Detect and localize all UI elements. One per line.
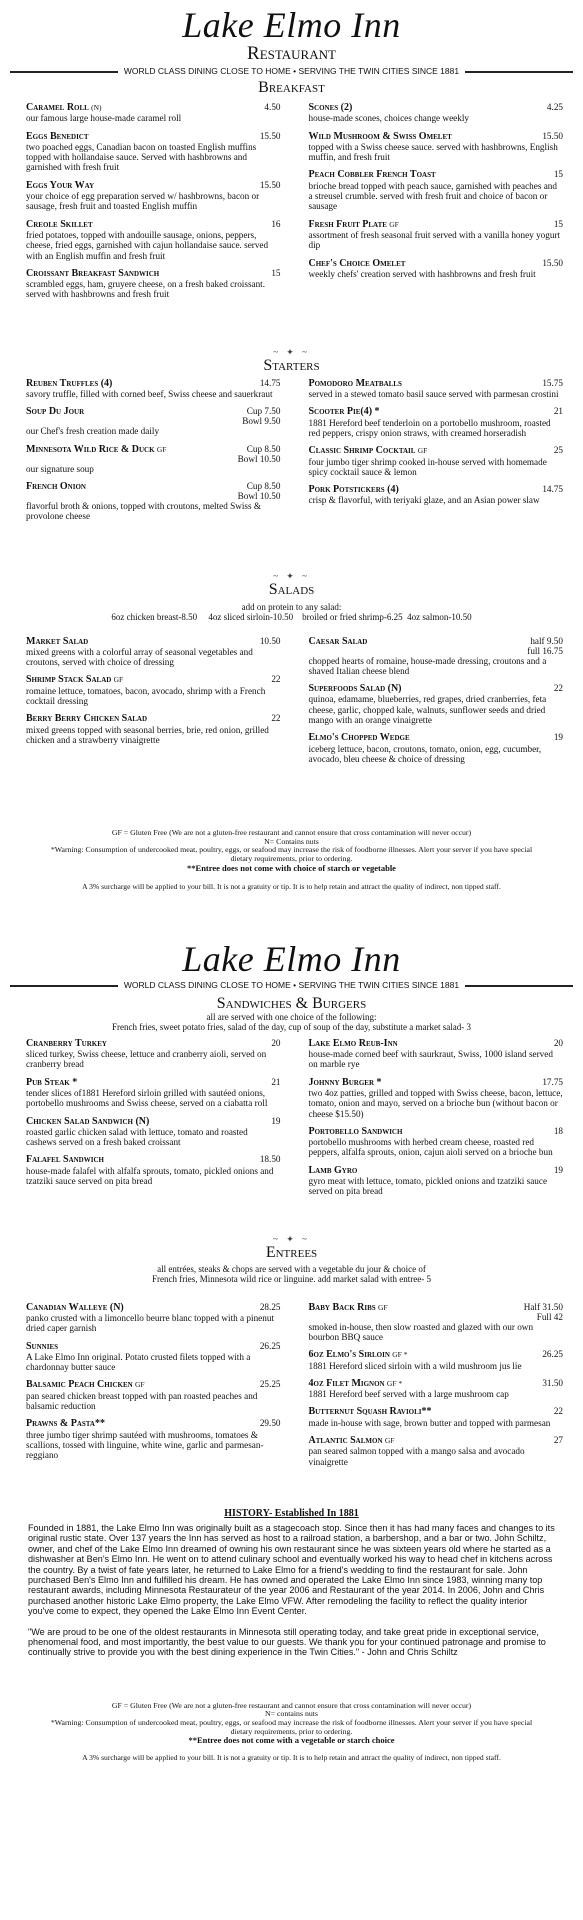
item-tag: (N) bbox=[91, 103, 102, 112]
section-title-sandwiches: Sandwiches & Burgers bbox=[216, 994, 367, 1012]
item-tag: GF * bbox=[386, 1378, 403, 1388]
item-price: 15.50 bbox=[542, 257, 563, 268]
item-price: 19 bbox=[271, 1115, 281, 1126]
item-name: Creole Skillet bbox=[26, 218, 93, 230]
item-name: 4oz Filet Mignon bbox=[308, 1377, 385, 1389]
menu-item bbox=[309, 1349, 564, 1371]
entrees-columns bbox=[0, 1302, 583, 1474]
menu-item bbox=[26, 1038, 281, 1070]
menu-item bbox=[309, 683, 564, 725]
item-name: Falafel Sandwich bbox=[26, 1154, 104, 1166]
tagline-bar bbox=[10, 65, 573, 77]
menu-item bbox=[26, 1077, 281, 1109]
salad-protein-note-2: 6oz chicken breast-8.50 4oz sliced sirloin-10.50 broiled or fried shrimp-6.25 4oz salmon-10.50 bbox=[111, 611, 472, 622]
item-price: 18.50 bbox=[259, 1154, 281, 1165]
salads-columns bbox=[0, 636, 583, 772]
item-name: Balsamic Peach Chicken bbox=[26, 1379, 133, 1391]
item-tag: GF bbox=[156, 444, 167, 454]
item-price: 22 bbox=[553, 1406, 563, 1417]
menu-item bbox=[26, 444, 281, 474]
entree-note: **Entree does not come with choice of starch or vegetable bbox=[187, 862, 396, 873]
item-description: A Lake Elmo Inn original. Potato crusted filets topped with a chardonnay butter sauce bbox=[26, 1351, 251, 1373]
starters-right bbox=[295, 378, 564, 529]
item-description: topped with a Swiss cheese sauce. served with hashbrowns, English muffin, and fresh fruit bbox=[308, 141, 558, 163]
item-name: Pub Steak * bbox=[26, 1076, 78, 1088]
item-price: 15 bbox=[553, 218, 563, 229]
ornament-divider: ~ ✦ ~ bbox=[273, 570, 310, 581]
item-tag: GF * bbox=[392, 1350, 408, 1360]
item-description: portobello mushrooms with herbed cream cheese, roasted red peppers, alfalfa sprouts, onion, cajun aioli served on a brioche bun bbox=[308, 1137, 553, 1158]
menu-item bbox=[26, 378, 281, 400]
item-name: Scones (2) bbox=[308, 102, 353, 113]
item-name: Classic Shrimp Cocktail bbox=[308, 445, 416, 457]
item-price: Bowl 9.50 bbox=[242, 416, 281, 427]
item-description: weekly chefs' creation served with hashbrowns and fresh fruit bbox=[308, 268, 536, 279]
item-description: house-made scones, choices change weekly bbox=[308, 113, 469, 124]
menu-item bbox=[309, 406, 564, 438]
menu-item bbox=[26, 713, 281, 745]
sandwiches-left bbox=[26, 1038, 295, 1204]
item-price: 15.50 bbox=[259, 179, 281, 190]
item-name: Chef's Choice Omelet bbox=[308, 257, 406, 269]
nuts-note: N= Contains nuts bbox=[264, 836, 319, 846]
item-description: tender slices of1881 Hereford sirloin grilled with sautéed onions, portobello mushrooms and Swiss cheese, served on a ciabatta roll bbox=[26, 1087, 268, 1109]
item-description: brioche bread topped with peach sauce, garnished with peaches and a streusel crumble. served with fresh fruit and choice of bacon or sausage bbox=[308, 180, 557, 212]
salads-right bbox=[295, 636, 564, 772]
surcharge-note: A 3% surcharge will be applied to your bill. It is not a gratuity or tip. It is to help retain and attract the quality of indirect, non tipped staff. bbox=[82, 882, 501, 892]
entrees-left bbox=[26, 1302, 295, 1474]
entree-note-2: French fries, Minnesota wild rice or linguine. add market salad with entree- 5 bbox=[152, 1273, 431, 1284]
item-price: 21 bbox=[271, 1076, 281, 1087]
item-price: 15.50 bbox=[259, 130, 281, 141]
menu-item bbox=[309, 445, 564, 477]
sandwiches-columns bbox=[0, 1038, 583, 1204]
menu-item bbox=[26, 219, 281, 261]
item-name: Eggs Your Way bbox=[26, 179, 95, 191]
item-price: 26.25 bbox=[542, 1349, 563, 1360]
item-price: 15 bbox=[553, 169, 563, 180]
item-price: 21 bbox=[553, 406, 563, 417]
item-price: 4.25 bbox=[546, 102, 563, 112]
item-description: pan seared salmon topped with a mango salsa and avocado vinaigrette bbox=[308, 1446, 525, 1467]
sandwiches-right bbox=[295, 1038, 564, 1204]
section-title-salads: Salads bbox=[268, 580, 315, 598]
item-tag: GF bbox=[417, 446, 428, 456]
item-description: our signature soup bbox=[26, 463, 94, 474]
item-description: flavorful broth & onions, topped with croutons, melted Swiss & provolone cheese bbox=[26, 500, 262, 522]
item-name: Caesar Salad bbox=[308, 635, 368, 647]
entrees-right bbox=[295, 1302, 564, 1474]
item-name: Soup Du Jour bbox=[26, 406, 85, 418]
menu-item bbox=[309, 258, 564, 280]
menu-item bbox=[26, 1302, 281, 1334]
item-price: 17.75 bbox=[542, 1076, 563, 1087]
item-description: pan seared chicken breast topped with pan roasted peaches and balsamic reduction bbox=[26, 1390, 258, 1411]
item-price: Half 31.50 bbox=[523, 1301, 563, 1312]
item-name: Sunnies bbox=[26, 1340, 59, 1352]
item-name: Pork Potstickers (4) bbox=[308, 484, 399, 496]
menu-item bbox=[26, 481, 281, 522]
item-price: 19 bbox=[553, 732, 563, 743]
ornament-divider: ~ ✦ ~ bbox=[273, 346, 310, 357]
menu-item bbox=[309, 1038, 564, 1070]
item-price: 20 bbox=[271, 1037, 281, 1048]
item-price: 14.75 bbox=[542, 484, 563, 495]
item-name: Peach Cobbler French Toast bbox=[308, 169, 436, 181]
item-price: half 9.50 bbox=[530, 635, 563, 646]
item-price: 27 bbox=[553, 1435, 563, 1445]
item-price: 15.75 bbox=[542, 377, 563, 388]
item-tag: GF bbox=[389, 219, 399, 229]
item-description: our famous large house-made caramel roll bbox=[26, 113, 182, 124]
item-price: 29.50 bbox=[259, 1418, 281, 1429]
item-description: 1881 Hereford sliced sirloin with a wild mushroom jus lie bbox=[308, 1360, 522, 1371]
item-description: your choice of egg preparation served w/ hashbrowns, bacon or sausage, fresh fruit and toasted English muffin bbox=[26, 191, 260, 212]
item-name: Canadian Walleye (N) bbox=[26, 1301, 124, 1313]
item-name: Berry Berry Chicken Salad bbox=[26, 713, 148, 725]
item-name: Elmo's Chopped Wedge bbox=[308, 732, 410, 744]
ornament-divider: ~ ✦ ~ bbox=[273, 1233, 310, 1244]
item-price: 15 bbox=[271, 267, 281, 278]
item-name: Portobello Sandwich bbox=[308, 1125, 403, 1137]
item-price: Bowl 10.50 bbox=[237, 490, 281, 501]
item-name: Chicken Salad Sandwich (N) bbox=[26, 1115, 150, 1127]
item-price: 18 bbox=[553, 1125, 563, 1136]
item-name: Minnesota Wild Rice & Duck bbox=[26, 443, 155, 455]
item-name: 6oz Elmo's Sirloin bbox=[308, 1349, 390, 1361]
entree-note-1: all entrées, steaks & chops are served with a vegetable du jour & choice of bbox=[157, 1263, 426, 1274]
item-description: our Chef's fresh creation made daily bbox=[26, 426, 160, 437]
tagline-bar bbox=[10, 979, 573, 991]
item-name: Prawns & Pasta** bbox=[26, 1418, 105, 1430]
history-quote: "We are proud to be one of the oldest restaurants in Minnesota still operating today, and take great pride in exceptional service, phenomenal food, and most importantly, the best value to our guests. We thank you for your continued patronage and promise to continually strive to provide you with the best dining experience in the Twin Cities." - John and Chris Schiltz bbox=[28, 1626, 546, 1658]
item-price: 10.50 bbox=[259, 635, 281, 646]
item-description: house-made corned beef with saurkraut, Swiss, 1000 island served on marble rye bbox=[308, 1049, 553, 1070]
section-title-starters: Starters bbox=[263, 356, 320, 374]
menu-item bbox=[26, 1116, 281, 1148]
item-description: scrambled eggs, ham, gruyere cheese, on a fresh baked croissant. served with hashbrowns and fresh fruit bbox=[26, 279, 266, 300]
menu-item bbox=[309, 1435, 564, 1467]
item-description: crisp & flavorful, with teriyaki glaze, and an Asian power slaw bbox=[308, 495, 540, 506]
item-description: 1881 Hereford beef served with a large mushroom cap bbox=[308, 1389, 509, 1400]
item-price: full 16.75 bbox=[527, 645, 563, 656]
menu-item bbox=[26, 102, 281, 124]
item-name: Lamb Gyro bbox=[308, 1164, 358, 1176]
item-name: Baby Back Ribs bbox=[308, 1301, 376, 1313]
restaurant-subtitle: Restaurant bbox=[247, 43, 336, 64]
item-price: 25 bbox=[553, 445, 563, 456]
item-name: Wild Mushroom & Swiss Omelet bbox=[308, 130, 452, 142]
history-paragraph: Founded in 1881, the Lake Elmo Inn was originally built as a stagecoach stop. Since then it has had many faces and changes to its original rustic state. Over 137 years the Inn has served as host to a railroad station, a barbershop, and a bar or two. John Schiltz, owner, and chef of the Lake Elmo Inn dreamed of owning his own restaurant since he was sixteen years old where he started as a dishwasher at Ben's Elmo Inn. He went on to attend culinary school and eventually worked his way to head chef in kitchens across the country. By a twist of fate years later, he returned to Lake Elmo for a friend's wedding to find the restaurant for sale. John purchased Ben's Elmo Inn and fulfilled his dream. He has owned and operated the Lake Elmo Inn since 1983, winning many top restaurant awards, including Minnesota Restaurateur of the year 2006 and Restaurant of the year 2014. In 2006, John and Chris purchased another historic Lake Elmo property, the Lake Elmo VFW. After remodeling the facility to reflect the quality interior you've come to expect, they opened the Lake Elmo Inn Event Center. bbox=[28, 1522, 555, 1617]
item-description: served in a stewed tomato basil sauce served with parmesan crostini bbox=[308, 389, 559, 400]
item-price: 14.75 bbox=[259, 377, 281, 388]
item-name: Butternut Squash Ravioli** bbox=[308, 1406, 432, 1418]
item-price: 4.50 bbox=[264, 102, 281, 112]
item-name: Cranberry Turkey bbox=[26, 1037, 107, 1049]
menu-item bbox=[26, 1341, 281, 1373]
menu-item bbox=[309, 378, 564, 400]
warning-note: *Warning: Consumption of undercooked meat, poultry, eggs, or seafood may increase the risk of foodborne illnesses. Alert your server if you have special dietary requirements, prior to ordering. bbox=[50, 845, 533, 863]
item-name: Shrimp Stack Salad bbox=[26, 674, 112, 686]
sandwich-note-1: all are served with one choice of the following: bbox=[206, 1011, 377, 1022]
item-description: two 4oz patties, grilled and topped with Swiss cheese, bacon, lettuce, tomato, onion and mayo, served on a brioche bun (without bacon or cheese $15.50) bbox=[308, 1087, 563, 1119]
menu-item bbox=[309, 131, 564, 163]
item-price: 22 bbox=[271, 674, 281, 685]
item-description: savory truffle, filled with corned beef, Swiss cheese and sauerkraut bbox=[26, 389, 273, 400]
item-tag: GF bbox=[134, 1380, 145, 1390]
section-title-breakfast: Breakfast bbox=[258, 79, 325, 96]
menu-item bbox=[309, 636, 564, 677]
item-name: Market Salad bbox=[26, 635, 89, 647]
tagline-text: WORLD CLASS DINING CLOSE TO HOME • SERVING THE TWIN CITIES SINCE 1881 bbox=[118, 980, 465, 990]
item-description: sliced turkey, Swiss cheese, lettuce and cranberry aioli, served on cranberry bread bbox=[26, 1049, 267, 1070]
restaurant-title: Lake Elmo Inn bbox=[182, 938, 401, 979]
item-price: 19 bbox=[553, 1164, 563, 1175]
item-description: fried potatoes, topped with andouille sausage, onions, peppers, cheese, fried eggs, garnished with cajun hollandaise sauce. served with an English muffin and fresh fruit bbox=[26, 229, 269, 261]
item-description: romaine lettuce, tomatoes, bacon, avocado, shrimp with a French cocktail dressing bbox=[26, 685, 266, 707]
menu-item bbox=[309, 1302, 564, 1343]
menu-item bbox=[26, 180, 281, 212]
header-2 bbox=[0, 940, 583, 978]
item-name: Scooter Pie(4) * bbox=[308, 406, 380, 418]
menu-item bbox=[309, 484, 564, 506]
item-name: French Onion bbox=[26, 480, 86, 492]
menu-item bbox=[309, 102, 564, 124]
menu-item bbox=[309, 1378, 564, 1400]
item-name: Eggs Benedict bbox=[26, 130, 89, 142]
item-tag: GF bbox=[113, 675, 124, 685]
item-price: Bowl 10.50 bbox=[237, 453, 281, 464]
item-description: roasted garlic chicken salad with lettuce, tomato and roasted cashews served on a fresh baked croissant bbox=[26, 1126, 248, 1148]
item-description: 1881 Hereford beef tenderloin on a portobello mushroom, roasted red peppers, crispy onion straws, with creamed horseradish bbox=[308, 417, 551, 438]
menu-item bbox=[309, 169, 564, 211]
item-description: iceberg lettuce, bacon, croutons, tomato, onion, egg, cucumber, avocado, bleu cheese & choice of dressing bbox=[308, 743, 542, 764]
history-title: HISTORY- Established In 1881 bbox=[224, 1507, 359, 1519]
salads-left bbox=[26, 636, 295, 772]
item-name: Lake Elmo Reub-Inn bbox=[308, 1037, 398, 1049]
warning-note: *Warning: Consumption of undercooked meat, poultry, eggs, or seafood may increase the risk of foodborne illnesses. Alert your server if you have special dietary requirements, prior to ordering. bbox=[50, 1717, 533, 1736]
item-price: 22 bbox=[553, 683, 563, 694]
header-1 bbox=[0, 0, 583, 64]
item-description: three jumbo tiger shrimp sautéed with mushrooms, tomatoes & scallions, tossed with linguine, white wine, garlic and parmesan-reggiano bbox=[26, 1429, 264, 1461]
gf-note: GF = Gluten Free (We are not a gluten-free restaurant and cannot ensure that cross contamination will never occur) bbox=[111, 1700, 472, 1710]
menu-item bbox=[26, 406, 281, 436]
item-price: 26.25 bbox=[259, 1340, 281, 1351]
menu-item bbox=[26, 636, 281, 668]
starters-columns bbox=[0, 378, 583, 529]
item-name: Croissant Breakfast Sandwich bbox=[26, 267, 160, 279]
menu-item bbox=[26, 1379, 281, 1411]
entree-note: **Entree does not come with a vegetable or starch choice bbox=[188, 1735, 395, 1746]
item-tag: GF bbox=[384, 1436, 395, 1445]
gf-note: GF = Gluten Free (We are not a gluten-free restaurant and cannot ensure that cross contamination will never occur) bbox=[111, 828, 472, 838]
item-price: Cup 8.50 bbox=[246, 480, 281, 491]
menu-item bbox=[309, 1406, 564, 1428]
menu-item bbox=[26, 1154, 281, 1186]
item-tag: GF bbox=[377, 1302, 388, 1312]
item-name: Superfoods Salad (N) bbox=[308, 683, 402, 695]
item-description: made in-house with sage, brown butter and topped with parmesan bbox=[308, 1417, 551, 1428]
item-price: Cup 8.50 bbox=[246, 443, 281, 454]
menu-item bbox=[309, 219, 564, 251]
breakfast-right bbox=[295, 102, 564, 307]
menu-item bbox=[309, 1126, 564, 1158]
tagline-text: WORLD CLASS DINING CLOSE TO HOME • SERVING THE TWIN CITIES SINCE 1881 bbox=[118, 66, 465, 76]
item-price: 20 bbox=[553, 1037, 563, 1048]
item-description: four jumbo tiger shrimp cooked in-house served with homemade spicy cocktail sauce & lemon bbox=[308, 456, 547, 477]
menu-item bbox=[26, 674, 281, 706]
item-description: gyro meat with lettuce, tomato, pickled onions and tzatziki sauce served on pita bread bbox=[308, 1176, 548, 1197]
item-description: mixed greens with a colorful array of seasonal vegetables and croutons, served with choice of dressing bbox=[26, 646, 253, 668]
menu-item bbox=[26, 268, 281, 300]
breakfast-columns bbox=[0, 102, 583, 307]
item-price: 16 bbox=[271, 218, 281, 229]
item-price: 31.50 bbox=[542, 1377, 563, 1388]
menu-item bbox=[26, 1418, 281, 1460]
nuts-note: N= contains nuts bbox=[265, 1709, 318, 1719]
menu-item bbox=[309, 1165, 564, 1197]
item-description: panko crusted with a limoncello beurre blanc topped with a pinenut dried caper garnish bbox=[26, 1312, 274, 1334]
sandwich-note-2: French fries, sweet potato fries, salad of the day, cup of soup of the day, substitute a market salad- 3 bbox=[112, 1021, 471, 1032]
item-price: 25.25 bbox=[259, 1379, 281, 1390]
item-name: Atlantic Salmon bbox=[308, 1435, 383, 1446]
item-description: assortment of fresh seasonal fruit served with a vanilla honey yogurt dip bbox=[308, 229, 561, 251]
restaurant-title: Lake Elmo Inn bbox=[182, 5, 401, 45]
item-price: Full 42 bbox=[536, 1311, 563, 1322]
starters-left bbox=[26, 378, 295, 529]
surcharge-note: A 3% surcharge will be applied to your bill. It is not a gratuity or tip. It is to help retain and attract the quality of indirect, non tipped staff. bbox=[82, 1752, 501, 1762]
item-price: 15.50 bbox=[542, 130, 563, 141]
item-name: Fresh Fruit Plate bbox=[308, 218, 387, 230]
item-price: Cup 7.50 bbox=[246, 406, 281, 417]
menu-item bbox=[309, 1077, 564, 1119]
item-description: smoked in-house, then slow roasted and glazed with our own bourbon BBQ sauce bbox=[308, 1321, 534, 1342]
salad-protein-note-1: add on protein to any salad: bbox=[241, 601, 342, 612]
item-name: Johnny Burger * bbox=[308, 1076, 382, 1088]
section-title-entrees: Entrees bbox=[265, 1243, 318, 1261]
breakfast-left bbox=[26, 102, 295, 307]
item-name: Caramel Roll bbox=[26, 102, 89, 113]
item-name: Reuben Truffles (4) bbox=[26, 377, 113, 389]
item-description: house-made falafel with alfalfa sprouts, tomato, pickled onions and tzatziki sauce served on pita bread bbox=[26, 1165, 274, 1187]
menu-item bbox=[309, 732, 564, 764]
item-price: 22 bbox=[271, 713, 281, 724]
item-name: Pomodoro Meatballs bbox=[308, 377, 402, 389]
item-price: 28.25 bbox=[259, 1301, 281, 1312]
item-description: two poached eggs, Canadian bacon on toasted English muffins topped with hollandaise sauce. Served with hashbrowns and garnished with fresh fruit bbox=[26, 141, 257, 173]
item-description: chopped hearts of romaine, house-made dressing, croutons and a shaved Italian cheese blend bbox=[308, 655, 547, 676]
item-description: mixed greens topped with seasonal berries, brie, red onion, grilled chicken and a strawberry vinaigrette bbox=[26, 724, 269, 745]
menu-item bbox=[26, 131, 281, 173]
item-description: quinoa, edamame, blueberries, red grapes, dried cranberries, feta cheese, garlic, chopped kale, walnuts, sunflower seeds and dried mango with an orange vinaigrette bbox=[308, 694, 547, 726]
